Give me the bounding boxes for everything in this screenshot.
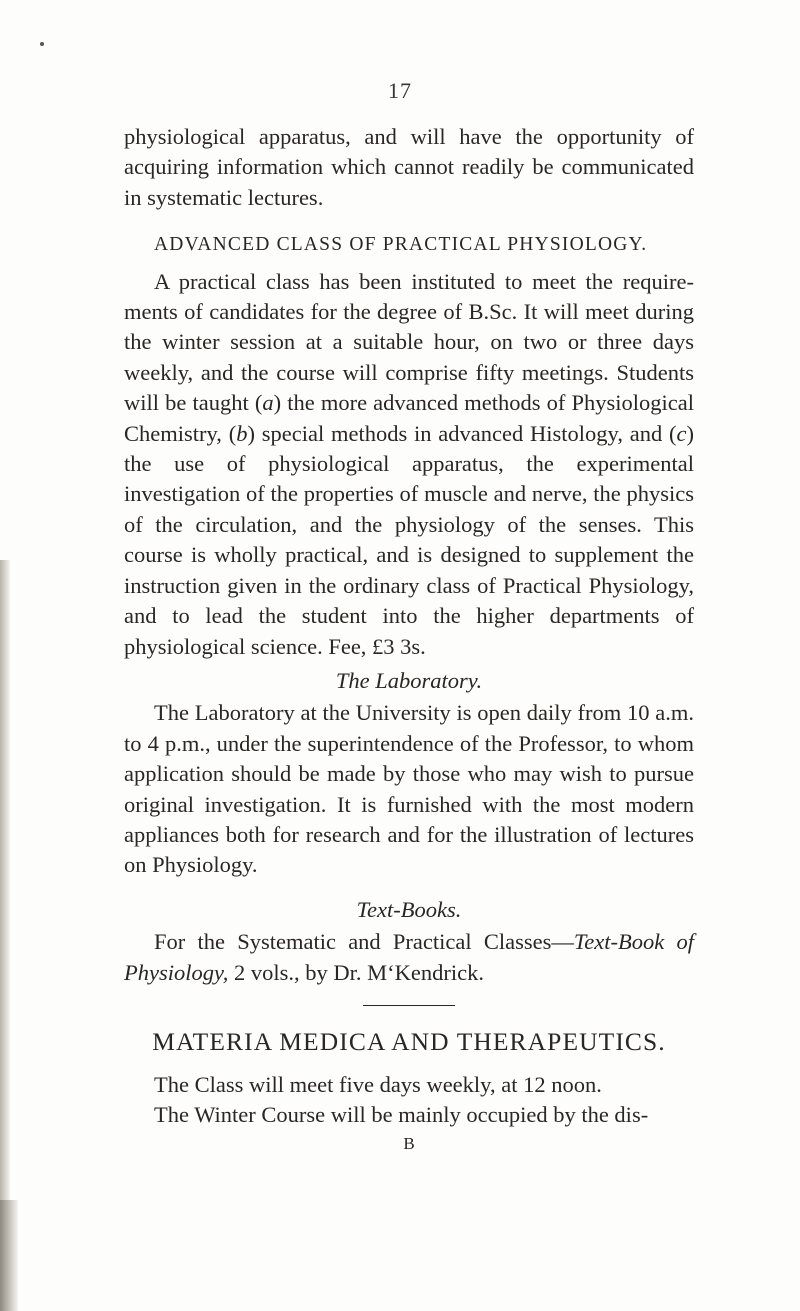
page-edge-shadow-lower xyxy=(0,1200,18,1311)
page-number: 17 xyxy=(388,78,412,103)
signature-mark: B xyxy=(403,1133,415,1153)
text-books-heading: Text-Books. xyxy=(356,896,462,922)
materia-medica-heading: MATERIA MEDICA AND THERAPEUTICS. xyxy=(152,1026,666,1056)
text-column xyxy=(124,122,694,1155)
materia-medica-line-2: The Winter Course will be mainly occupied by the dis- xyxy=(154,1102,649,1128)
section-divider xyxy=(363,1005,455,1006)
laboratory-paragraph: The Laboratory at the University is open daily from 10 a.m. to 4 p.m., under the superintendence of the Professor, to whom application should be made by those who may wish to pursue original investigation. It is furnished with the most modern appliances both for research and for the illustration of lectures on Physiology. xyxy=(124,700,694,878)
opening-paragraph: physiological apparatus, and will have the opportunity of acquiring information which cannot readily be communicated in systematic lectures. xyxy=(124,124,694,210)
paper-speck xyxy=(40,42,44,46)
advanced-class-paragraph: A practical class has been instituted to meet the requirements of candidates for the degree of B.Sc. It will meet during the winter session at a suitable hour, on two or three days weekly, and the course will comprise fifty meetings. Students will be taught (a) the more advanced methods of Physiological Chemistry, (b) special methods in advanced Histology, and (c) the use of physiological apparatus, the experimental investigation of the properties of muscle and nerve, the physics of the circulation, and the physiology of the senses. This course is wholly practical, and is designed to supplement the instruction given in the ordinary class of Practical Physiology, and to lead the student into the higher departments of physiological science. Fee, £3 3s. xyxy=(124,268,695,659)
text-books-paragraph: For the Systematic and Practical Classes—Text-Book of Physiology, 2 vols., by Dr. M‘Kendrick. xyxy=(124,929,694,985)
advanced-class-heading: ADVANCED CLASS OF PRACTICAL PHYSIOLOGY. xyxy=(154,234,648,256)
materia-medica-line-1: The Class will meet five days weekly, at 12 noon. xyxy=(154,1071,602,1097)
laboratory-heading: The Laboratory. xyxy=(335,667,483,693)
page-edge-shadow xyxy=(0,560,10,1311)
